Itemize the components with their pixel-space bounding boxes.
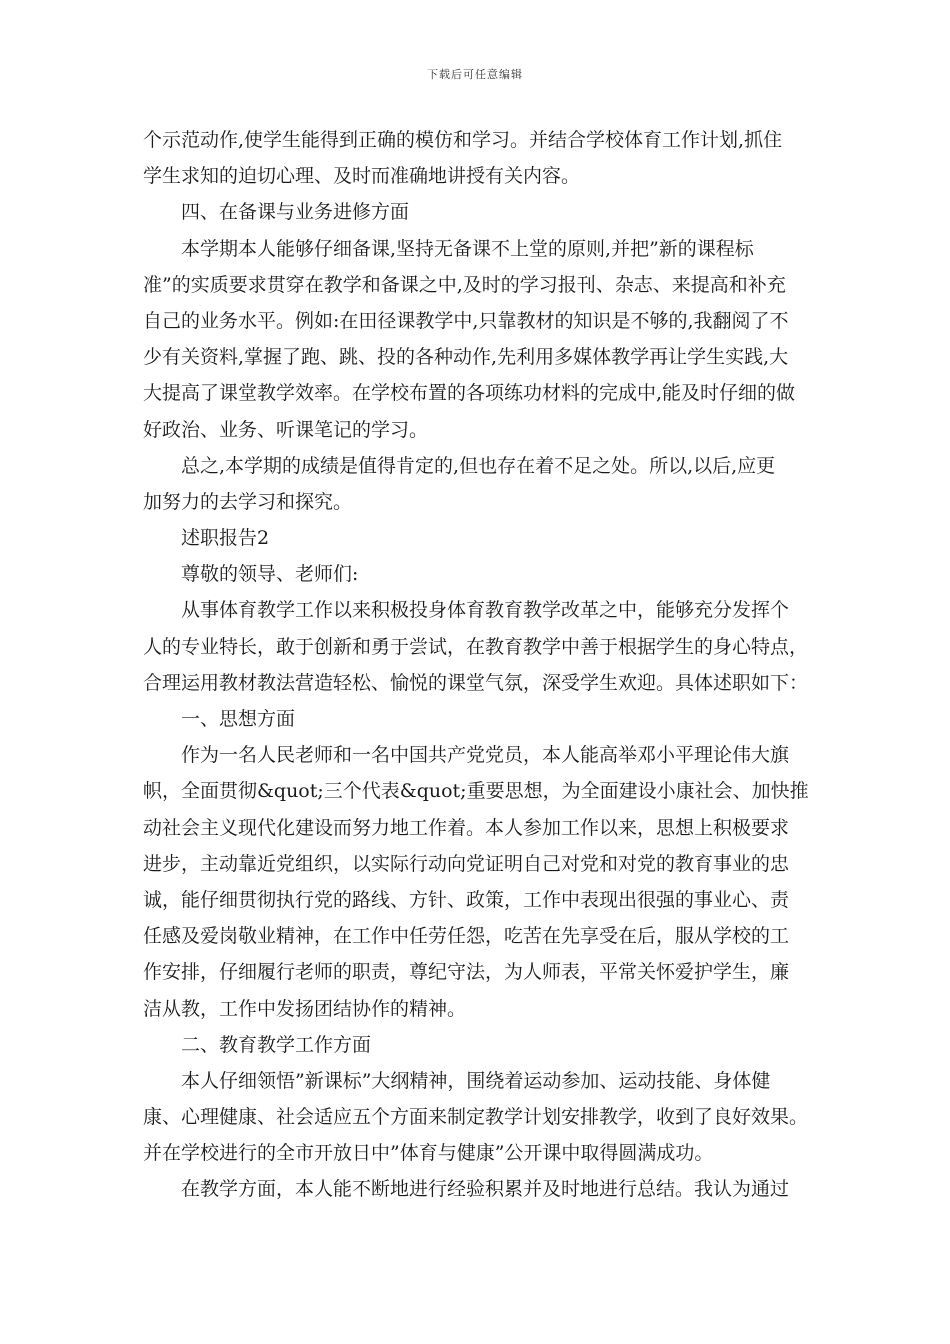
text-line: 加努力的去学习和探究。 bbox=[143, 490, 353, 513]
text-line: 任感及爱岗敬业精神，在工作中任劳任怨，吃苦在先享受在后，服从学校的工 bbox=[143, 925, 790, 948]
text-line: 准”的实质要求贯穿在教学和备课之中,及时的学习报刊、杂志、来提高和补充 bbox=[143, 273, 786, 296]
text-line: 自己的业务水平。例如:在田径课教学中,只靠教材的知识是不够的,我翻阅了不 bbox=[143, 309, 789, 332]
text-line: 诚，能仔细贯彻执行党的路线、方针、政策，工作中表现出很强的事业心、责 bbox=[143, 888, 790, 911]
salutation: 尊敬的领导、老师们: bbox=[181, 563, 359, 586]
text-line: 康、心理健康、社会适应五个方面来制定教学计划安排教学，收到了良好效果。 bbox=[143, 1106, 809, 1129]
text-line: 人的专业特长，敢于创新和勇于尝试，在教育教学中善于根据学生的身心特点， bbox=[143, 635, 809, 658]
text-line: 作为一名人民老师和一名中国共产党党员，本人能高举邓小平理论伟大旗 bbox=[181, 744, 790, 767]
header-note: 下载后可任意编辑 bbox=[427, 68, 523, 81]
text-line: 进步，主动靠近党组织，以实际行动向党证明自己对党和对党的教育事业的忠 bbox=[143, 852, 790, 875]
text-line: 好政治、业务、听课笔记的学习。 bbox=[143, 418, 429, 441]
text-line: 从事体育教学工作以来积极投身体育教育教学改革之中，能够充分发挥个 bbox=[181, 599, 790, 622]
text-line: 洁从教，工作中发扬团结协作的精神。 bbox=[143, 997, 467, 1020]
report-title: 述职报告2 bbox=[181, 527, 270, 550]
section-heading: 四、在备课与业务进修方面 bbox=[181, 201, 410, 224]
text-line: 并在学校进行的全市开放日中”体育与健康”公开课中取得圆满成功。 bbox=[143, 1142, 714, 1165]
text-line: 帜，全面贯彻&quot;三个代表&quot;重要思想，为全面建设小康社会、加快推 bbox=[143, 780, 809, 803]
text-line: 本学期本人能够仔细备课,坚持无备课不上堂的原则,并把”新的课程标 bbox=[181, 237, 754, 260]
text-line: 个示范动作,使学生能得到正确的模仿和学习。并结合学校体育工作计划,抓住 bbox=[143, 129, 783, 151]
section-heading: 一、思想方面 bbox=[181, 708, 296, 730]
text-line: 动社会主义现代化建设而努力地工作着。本人参加工作以来，思想上积极要求 bbox=[143, 816, 790, 839]
text-line: 在教学方面，本人能不断地进行经验积累并及时地进行总结。我认为通过 bbox=[181, 1178, 790, 1201]
text-line: 总之,本学期的成绩是值得肯定的,但也存在着不足之处。所以,以后,应更 bbox=[181, 454, 776, 477]
document-body bbox=[143, 122, 811, 1208]
text-line: 本人仔细领悟”新课标”大纲精神，围绕着运动参加、运动技能、身体健 bbox=[181, 1069, 771, 1092]
text-line: 合理运用教材教法营造轻松、愉悦的课堂气氛，深受学生欢迎。具体述职如下： bbox=[143, 671, 809, 694]
text-line: 大提高了课堂教学效率。在学校布置的各项练功材料的完成中,能及时仔细的做 bbox=[143, 382, 796, 405]
text-line: 作安排，仔细履行老师的职责，尊纪守法，为人师表，平常关怀爱护学生，廉 bbox=[143, 961, 790, 984]
text-line: 学生求知的迫切心理、及时而准确地讲授有关内容。 bbox=[143, 165, 581, 188]
section-heading: 二、教育教学工作方面 bbox=[181, 1033, 372, 1056]
text-line: 少有关资料,掌握了跑、跳、投的各种动作,先利用多媒体教学再让学生实践,大 bbox=[143, 346, 789, 369]
